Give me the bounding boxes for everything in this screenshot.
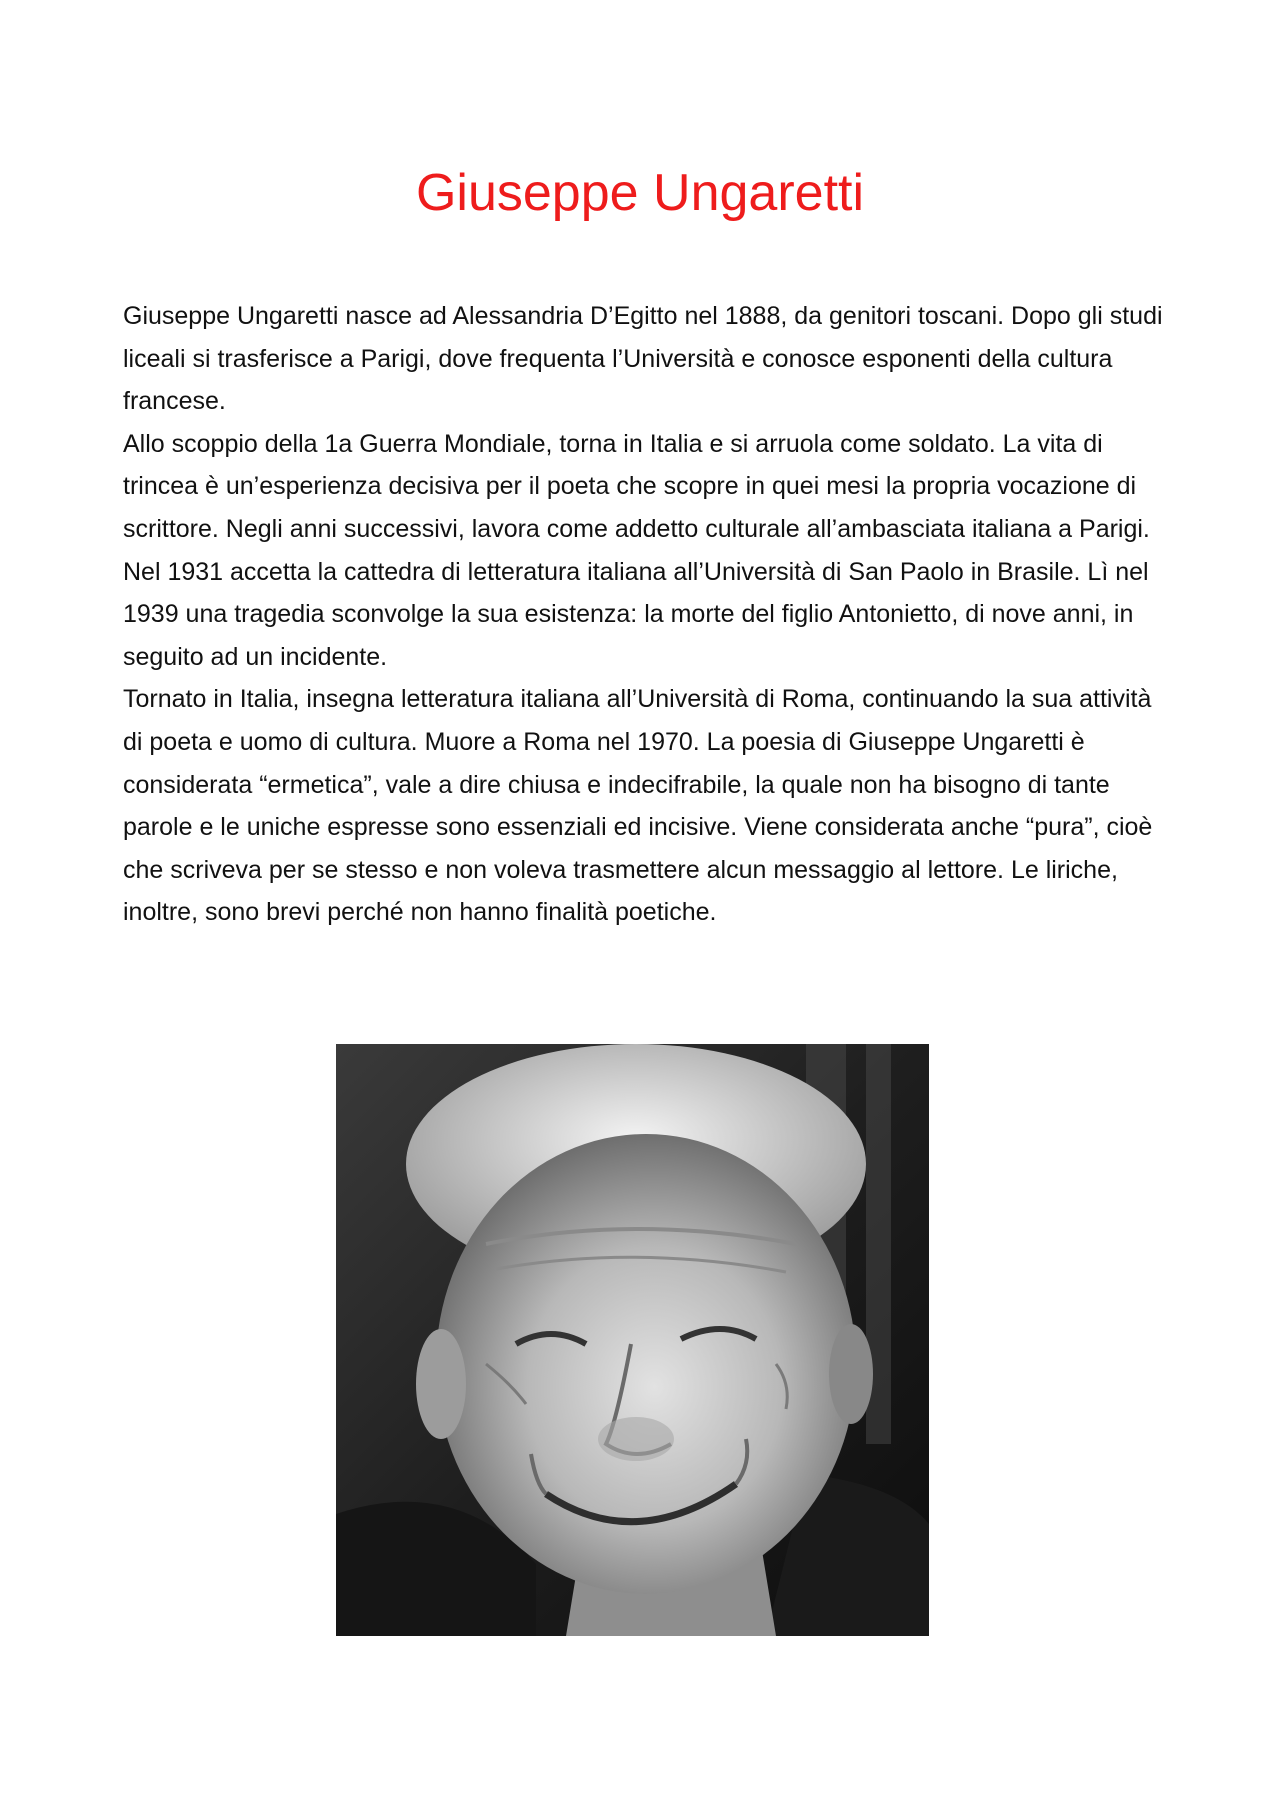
paragraph-1: Giuseppe Ungaretti nasce ad Alessandria D’Egitto nel 1888, da genitori toscani. Dopo gli studi liceali si trasferisce a Parigi, dove frequenta l’Università e conosce esponenti della cultura francese.	[123, 302, 1163, 416]
document-body	[123, 295, 1168, 934]
paragraph-2: Allo scoppio della 1a Guerra Mondiale, torna in Italia e si arruola come soldato. La vita di trincea è un’esperienza decisiva per il poeta che scopre in quei mesi la propria vocazione di scrittore. Negli anni successivi, lavora come addetto culturale all’ambasciata italiana a Parigi.	[123, 429, 1150, 543]
portrait-illustration	[336, 1044, 929, 1636]
paragraph-3: Nel 1931 accetta la cattedra di letteratura italiana all’Università di San Paolo in Brasile. Lì nel 1939 una tragedia sconvolge la sua esistenza: la morte del figlio Antonietto, di nove anni, in seguito ad un incidente.	[123, 557, 1149, 671]
document-title: Giuseppe Ungaretti	[415, 164, 865, 222]
portrait-photo	[336, 1044, 929, 1636]
paragraph-4: Tornato in Italia, insegna letteratura italiana all’Università di Roma, continuando la sua attività di poeta e uomo di cultura. Muore a Roma nel 1970. La poesia di Giuseppe Ungaretti è considerata “ermetica”, vale a dire chiusa e indecifrabile, la quale non ha bisogno di tante parole e le uniche espresse sono essenziali ed incisive. Viene considerata anche “pura”, cioè che scriveva per se stesso e non voleva trasmettere alcun messaggio al lettore. Le liriche, inoltre, sono brevi perché non hanno finalità poetiche.	[123, 685, 1153, 927]
